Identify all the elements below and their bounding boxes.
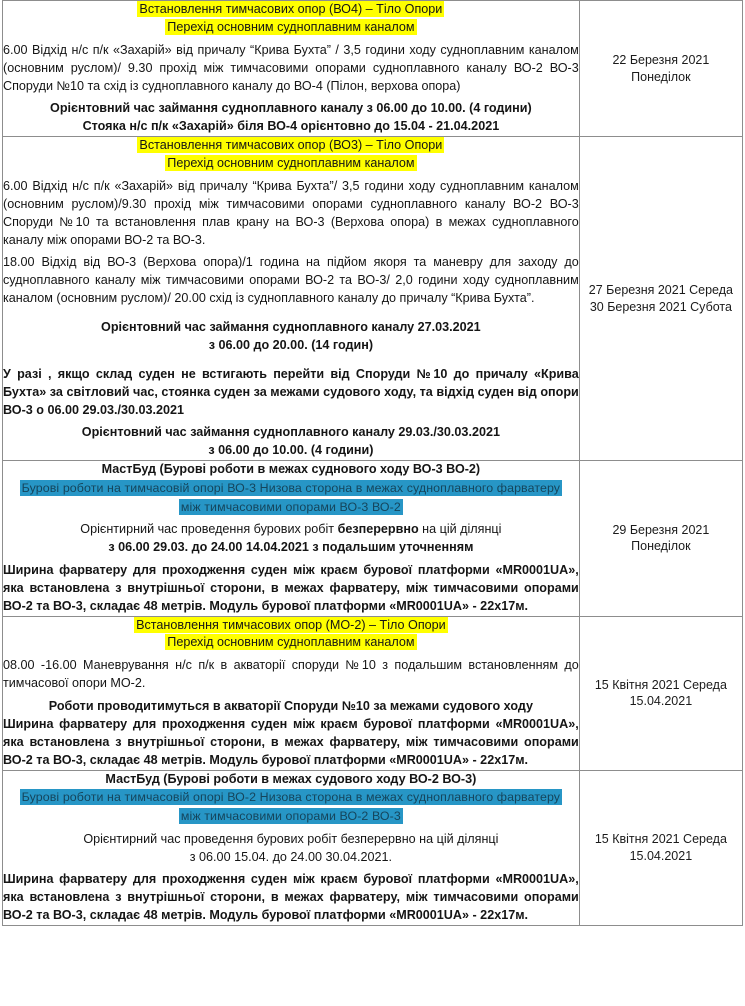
row-paragraph: Ширина фарватеру для проходження суден між краєм бурової платформи «MR0001UA», яка встановлена з внутрішньої сторони, в межах фарватеру, між тимчасовими опорами ВО-2 та ВО-3, складає 48 метрів. Модуль бурової платформи «MR0001UA» - 22х17м. bbox=[3, 872, 579, 923]
yellow-highlight: Перехід основним судноплавним каналом bbox=[167, 19, 415, 34]
date-cell bbox=[579, 1, 742, 137]
cyan-highlight: Бурові роботи на тимчасовій опорі ВО-2 Низова сторона в межах судноплавного фарватеру bbox=[21, 790, 561, 805]
row-paragraph: Орієнтирний час проведення бурових робіт безперервно на цій ділянці bbox=[83, 831, 499, 846]
row-content-mo2 bbox=[3, 616, 580, 770]
date-line: 15 Квітня 2021 Середа bbox=[594, 832, 727, 847]
table-row bbox=[3, 137, 743, 461]
date-cell bbox=[579, 461, 742, 616]
table-row bbox=[3, 461, 743, 616]
cyan-heading-line-1 bbox=[3, 788, 579, 807]
row-content-mastbud-vo2-vo3 bbox=[3, 770, 580, 925]
row-paragraph: 08.00 -16.00 Маневрування н/с п/к в акваторії споруди №10 з подальшим встановленням до тимчасової опори МО-2. bbox=[3, 658, 579, 691]
row-paragraph: з 06.00 до 20.00. (14 годин) bbox=[208, 337, 374, 352]
row-paragraph: Роботи проводитимуться в акваторії Споруди №10 за межами судового ходу bbox=[48, 699, 534, 714]
row-paragraph: Орієнтовний час займання судноплавного каналу 27.03.2021 bbox=[101, 320, 481, 334]
date-numeric: 15.04.2021 bbox=[629, 694, 693, 709]
table-row bbox=[3, 616, 743, 770]
date-entry bbox=[580, 282, 742, 299]
row-paragraph: Стояка н/с п/к «Захарій» біля ВО-4 орієнтовно до 15.04 - 21.04.2021 bbox=[82, 119, 500, 134]
yellow-highlight: Встановлення тимчасових опор (ВО4) – Тіло Опори bbox=[139, 2, 443, 16]
row-heading-primary bbox=[3, 1, 579, 19]
row-paragraph: Орієнтовний час займання судноплавного каналу з 06.00 до 10.00. (4 години) bbox=[50, 101, 532, 116]
date-line: 15 Квітня 2021 Середа bbox=[594, 677, 727, 692]
row-content-vo4 bbox=[3, 1, 580, 137]
date-cell-group bbox=[579, 137, 742, 461]
date-weekday: Понеділок bbox=[631, 69, 691, 84]
cyan-heading-line-1 bbox=[3, 479, 579, 498]
row-paragraph: 18.00 Відхід від ВО-3 (Верхова опора)/1 година на підйом якоря та маневру для заходу до судноплавного каналу між тимчасовими опорами ВО-2 та ВО-3/ 2,0 години ходу судноплавним каналом (основним руслом)/ 20.00 схід із судноплавного каналу до причалу “Крива Бухта”. bbox=[3, 255, 579, 306]
row-content-mastbud-vo3-vo2 bbox=[3, 461, 580, 616]
date-cell bbox=[579, 770, 742, 925]
row-heading-secondary bbox=[3, 19, 579, 37]
date-entry bbox=[580, 299, 742, 316]
cyan-highlight: між тимчасовими опорами ВО-3 ВО-2 bbox=[180, 499, 401, 514]
row-heading-secondary bbox=[3, 634, 579, 652]
table-row bbox=[3, 770, 743, 925]
date-weekday: Понеділок bbox=[631, 539, 691, 554]
row-paragraph: У разі , якщо склад суден не встигають перейти від Споруди №10 до причалу «Крива Бухта» за світловий час, стоянка суден за межами судового ходу, та відхід суден від опори ВО-3 о 06.00 29.03./30.03.2021 bbox=[3, 366, 579, 417]
table-row bbox=[3, 1, 743, 137]
row-paragraph: з 06.00 15.04. до 24.00 30.04.2021. bbox=[189, 849, 392, 864]
row-heading-plain: МастБуд (Бурові роботи в межах судового ходу ВО-2 ВО-3) bbox=[105, 771, 477, 786]
row-paragraph: Орієнтовний час займання судноплавного каналу 29.03./30.03.2021 bbox=[81, 425, 500, 440]
date-line: 27 Березня 2021 Середа bbox=[588, 283, 733, 298]
row-heading-primary bbox=[3, 617, 579, 635]
yellow-highlight: Перехід основним судноплавним каналом bbox=[167, 156, 415, 170]
row-paragraph: Ширина фарватеру для проходження суден між краєм бурової платформи «MR0001UA», яка встановлена з внутрішньої сторони, в межах фарватеру, між тимчасовими опорами ВО-2 та ВО-3, складає 48 метрів. Модуль бурової платформи «MR0001UA» - 22х17м. bbox=[3, 562, 579, 613]
row-paragraph: Орієнтирний час проведення бурових робіт безперервно на цій ділянці bbox=[80, 522, 502, 537]
row-paragraph: з 06.00 29.03. до 24.00 14.04.2021 з подальшим уточненням bbox=[108, 540, 474, 555]
row-heading-primary bbox=[3, 137, 579, 155]
date-line: 29 Березня 2021 bbox=[612, 522, 710, 537]
date-numeric: 15.04.2021 bbox=[629, 848, 693, 863]
cyan-highlight: Бурові роботи на тимчасовій опорі ВО-3 Низова сторона в межах судноплавного фарватеру bbox=[21, 481, 561, 495]
yellow-highlight: Встановлення тимчасових опор (ВО3) – Тіло Опори bbox=[139, 138, 443, 153]
row-heading-plain: МастБуд (Бурові роботи в межах суднового ходу ВО-3 ВО-2) bbox=[101, 462, 481, 477]
row-paragraph: 6.00 Відхід н/с п/к «Захарій» від причалу “Крива Бухта”/ 3,5 години ходу судноплавним каналом (основним руслом)/9.30 прохід між тимчасовими опорами судноплавного каналу ВО-2 ВО-3 Споруди №10 та встановлення плав крану на ВО-3 (Верхова опора) в межах судноплавного каналу між опорами ВО-2 та ВО-3. bbox=[3, 178, 579, 247]
yellow-highlight: Встановлення тимчасових опор (МО-2) – Тіло Опори bbox=[136, 617, 446, 632]
row-paragraph: Ширина фарватеру для проходження суден між краєм бурової платформи «MR0001UA», яка встановлена з внутрішньої сторони, в межах фарватеру, між тимчасовими опорами ВО-2 та ВО-3, складає 48 метрів. Модуль бурової платформи «MR0001UA» - 22х17м. bbox=[3, 716, 579, 767]
schedule-table bbox=[2, 0, 743, 926]
row-paragraph: з 06.00 до 10.00. (4 години) bbox=[208, 443, 374, 458]
date-line: 22 Березня 2021 bbox=[612, 53, 710, 68]
row-heading-secondary bbox=[3, 155, 579, 173]
row-paragraph: 6.00 Відхід н/с п/к «Захарій» від причалу “Крива Бухта” / 3,5 години ходу судноплавним каналом (основним руслом)/ 9.30 прохід між тимчасовими опорами судноплавного каналу ВО-2 ВО-3 Споруди №10 та схід із судноплавного каналу до ВО-4 (Пілон, верхова опора) bbox=[3, 42, 579, 93]
cyan-heading-line-2 bbox=[3, 498, 579, 517]
cyan-highlight: між тимчасовими опорами ВО-2 ВО-3 bbox=[180, 809, 401, 824]
cyan-heading-line-2 bbox=[3, 807, 579, 826]
row-content-vo3 bbox=[3, 137, 580, 461]
date-line: 30 Березня 2021 Субота bbox=[589, 299, 732, 314]
date-cell bbox=[579, 616, 742, 770]
yellow-highlight: Перехід основним судноплавним каналом bbox=[167, 635, 415, 650]
emphasis: безперервно bbox=[337, 522, 419, 537]
